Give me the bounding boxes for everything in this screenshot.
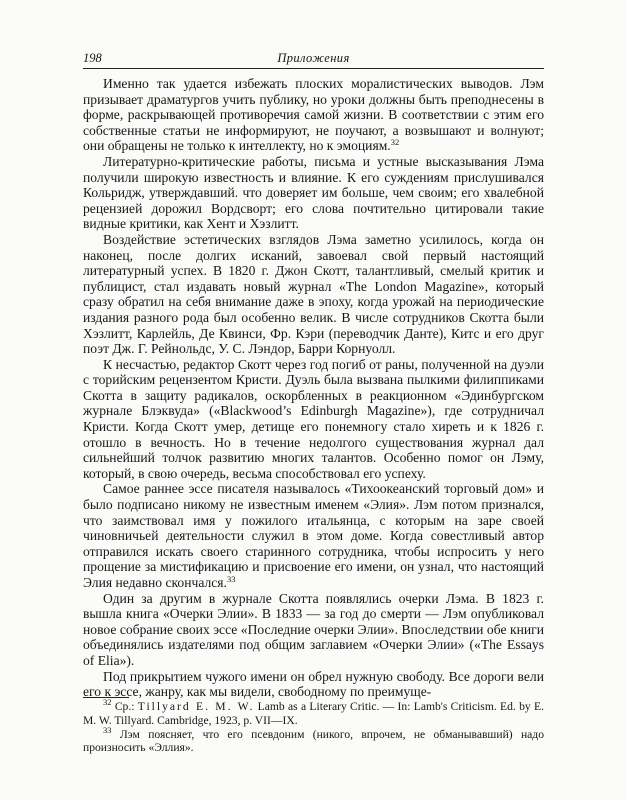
page-number: 198 [83, 51, 102, 65]
footnote-prefix: Ср.: [114, 700, 138, 713]
paragraph [83, 481, 544, 590]
paragraph [83, 76, 544, 154]
paragraph-text: К несчастью, редактор Скотт через год погиб от раны, полученной на дуэли с торийским рецензентом Кристи. Дуэль была вызвана пылкими филиппиками Скотта в защиту радикалов, оскорбленных в реакционном «Эдинбургском журнале Блэквуда» («Blackwood’s Edinburgh Magazine»), где сотрудничал Кристи. Когда Скотт умер, детище его понемногу стало хиреть и к 1826 г. отошло в вечность. Но в течение недолгого существования журнал дал сильнейший толчок развитию многих талантов. Особенно помог он Лэму, который, в свою очередь, весьма способствовал его успеху. [83, 356, 544, 481]
paragraph-text: Воздействие эстетических взглядов Лэма заметно усилилось, когда он наконец, после долгих исканий, завоевал свой первый настоящий литературный успех. В 1820 г. Джон Скотт, талантливый, смелый критик и публицист, стал издавать новый журнал «The London Magazine», который сразу обратил на себя внимание даже в эпоху, когда урожай на периодические издания разного рода был особенно велик. В числе сотрудников Скотта были Хэзлитт, Карлейль, Де Квинси, Фр. Кэри (переводчик Данте), Китс и его друг поэт Дж. Г. Рейнольдс, У. С. Лэндор, Барри Корнуолл. [83, 231, 544, 357]
footnotes [83, 697, 544, 755]
footnote-ref: 33 [226, 574, 236, 584]
footnote-text: Lamb as a Literary Critic. — In: Lamb's Criticism. Ed. by E. M. W. Tillyard. Cambridge, 1923, p. VII—IX. [83, 700, 544, 727]
paragraph-text: Именно так удается избежать плоских моралистических выводов. Лэм призывает драматургов учить публику, но уроки должны быть преподнесены в форме, раскрывающей противоречия самой жизни. В соответствии с этим его собственные статьи не информируют, не поучают, а возвышают и волнуют; они обращены не только к интеллекту, но к эмоциям. [83, 76, 544, 154]
paragraph [83, 591, 544, 669]
paragraph [83, 154, 544, 232]
running-title: Приложения [277, 51, 350, 65]
page-header [83, 48, 544, 69]
paragraph [83, 232, 544, 357]
footnote-ref: 32 [390, 137, 400, 148]
body-text [83, 76, 544, 700]
footnote-mark: 33 [103, 724, 112, 735]
footnote [83, 724, 544, 756]
footnote [83, 697, 544, 728]
paragraph-text: Литературно-критические работы, письма и устные высказывания Лэма получили широкую известность и влияние. К его суждениям прислушивался Кольридж, утверждавший. что доверяет им больше, чем своим; его хвалебной рецензией дорожил Вордсворт; его слова почтительно цитировали такие видные критики, как Хент и Хэзлитт. [83, 153, 544, 232]
paragraph-text: Под прикрытием чужого имени он обрел нужную свободу. Все дороги вели его к эссе, жанру, как мы видели, свободному по преимущe- [83, 668, 544, 700]
footnote-mark: 32 [103, 697, 112, 707]
paragraph [83, 357, 544, 482]
paragraph-text: Один за другим в журнале Скотта появлялись очерки Лэма. В 1823 г. вышла книга «Очерки Элии». В 1833 — за год до смерти — Лэм опубликовал новое собрание своих эссе «Последние очерки Элии». Впоследствии обе книги объединялись издателями под общим заглавием «Очерки Элии» («The Essays of Elia»). [83, 590, 544, 668]
footnote-text: Лэм поясняет, что его псевдоним (никого, впрочем, не обманывавший) надо произносить «Эллия». [83, 727, 544, 755]
footnote-author: Tillyard E. M. W. [137, 700, 255, 713]
paragraph-text: Самое раннее эссе писателя называлось «Тихоокеанский торговый дом» и было подписано никому не известным именем «Элия». Лэм потом признался, что заимствовал имя у пожилого итальянца, с которым на заре своей чиновничьей деятельности служил в этом доме. Когда совестливый автор отправился искать своего старинного сотрудника, чтобы испросить у него прощение за мистификацию и присвоение его имени, он узнал, что настоящий Элия недавно скончался. [83, 481, 544, 590]
paragraph [83, 669, 544, 700]
